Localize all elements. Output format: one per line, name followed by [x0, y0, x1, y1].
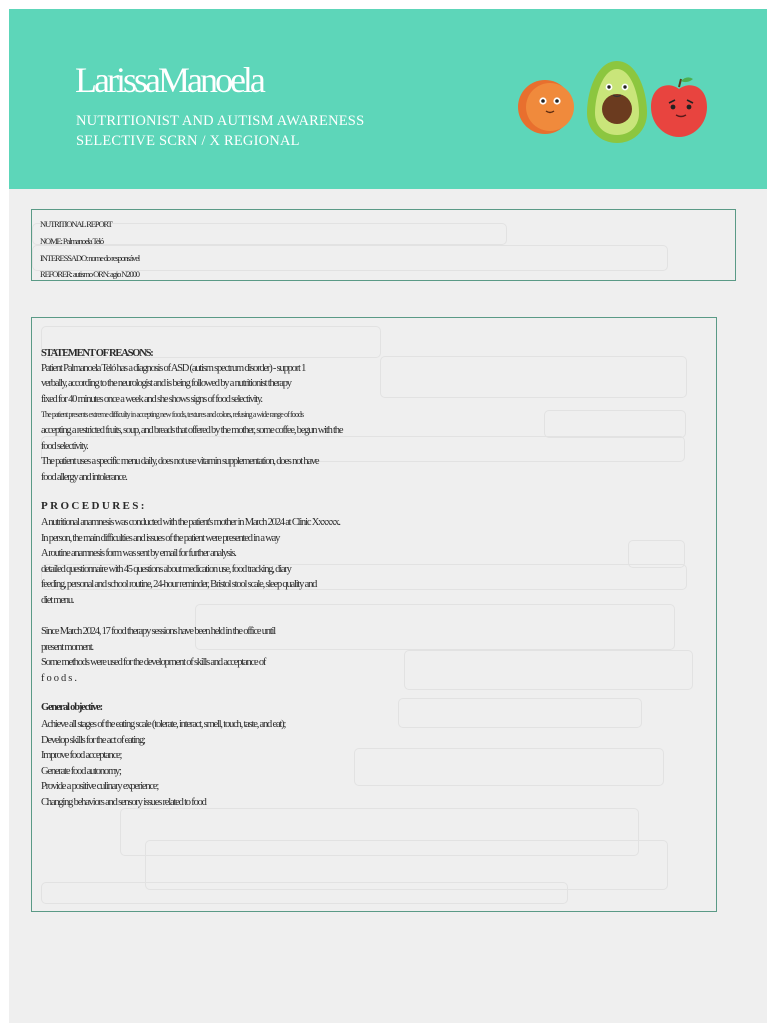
orange-fruit-icon: [518, 80, 574, 134]
ghost-field: [380, 356, 687, 398]
objectives-heading: General objective:: [41, 702, 102, 713]
report-info-box: [31, 209, 736, 281]
procedures-line: In person, the main difficulties and issues of the patient were presented in a way: [41, 533, 280, 544]
author-name: LarissaManoela: [75, 60, 263, 100]
author-title-line-1: NUTRITIONIST AND AUTISM AWARENESS: [76, 113, 365, 129]
objective-item: Achieve all stages of the eating scale (tolerate, interact, smell, touch, taste, and eat);: [41, 719, 286, 730]
methods-line: Some methods were used for the development of skills and acceptance of: [41, 657, 266, 668]
ghost-field: [544, 410, 686, 438]
report-reference-line: REFORER: autismo ORN: agio N2000: [40, 269, 139, 279]
methods-foods: foods.: [41, 673, 79, 684]
since-line: Since March 2024, 17 food therapy sessions have been held in the office until: [41, 626, 275, 637]
procedures-line: detailed questionnaire with 45 questions about medication use, food tracking, diary: [41, 564, 291, 575]
procedures-line: A nutritional anamnesis was conducted with the patient's mother in March 2024 at Clinic Xxxxxx.: [41, 517, 340, 528]
header-banner: [9, 9, 767, 189]
statement-line: fixed for 40 minutes once a week and she shows signs of food selectivity.: [41, 394, 262, 405]
fruit-illustration: [509, 57, 709, 147]
procedures-line: feeding, personal and school routine, 24-hour reminder, Bristol stool scale, sleep quality and: [41, 579, 317, 590]
statement-heading: STATEMENT OF REASONS:: [41, 348, 153, 359]
procedures-line: diet menu.: [41, 595, 74, 606]
ghost-field: [398, 698, 642, 728]
ghost-field: [404, 650, 693, 690]
statement-line: food allergy and intolerance.: [41, 472, 127, 483]
since-line: present moment.: [41, 642, 93, 653]
report-name-line: NOME: Palmanoela Teló: [40, 236, 104, 246]
ghost-field: [354, 748, 664, 786]
procedures-line: A routine anamnesis form was sent by email for further analysis.: [41, 548, 236, 559]
avocado-icon: [587, 61, 647, 143]
procedures-heading: PROCEDURES:: [41, 500, 147, 512]
apple-icon: [651, 77, 707, 137]
ghost-field: [41, 882, 568, 904]
document-page: [9, 9, 767, 1023]
objective-item: Changing behaviors and sensory issues related to food: [41, 797, 206, 808]
objective-item: Provide a positive culinary experience;: [41, 781, 159, 792]
objective-item: Improve food acceptance;: [41, 750, 122, 761]
statement-small-line: The patient presents extreme difficulty in accepting new foods, textures and colors, refusing a wide range of foods: [41, 410, 304, 419]
report-title: NUTRITIONAL REPORT: [40, 219, 112, 229]
statement-line: verbally, according to the neurologist and is being followed by a nutritionist therapy: [41, 378, 291, 389]
author-title-line-2: SELECTIVE SCRN / X REGIONAL: [76, 133, 300, 149]
statement-line: accepting a restricted fruits, soup, and breads that offered by the mother, some coffee, begun with the: [41, 425, 343, 436]
statement-line: Patient Palmanoela Teló has a diagnosis of ASD (autism spectrum disorder) - support 1: [41, 363, 306, 374]
objective-item: Generate food autonomy;: [41, 766, 121, 777]
statement-line: The patient uses a specific menu daily, does not use vitamin supplementation, does not have: [41, 456, 319, 467]
objective-item: Develop skills for the act of eating;: [41, 735, 145, 746]
report-interested-line: INTERESSADO: nome do responsável: [40, 253, 140, 263]
report-body-box: [31, 317, 717, 912]
statement-line: food selectivity.: [41, 441, 88, 452]
